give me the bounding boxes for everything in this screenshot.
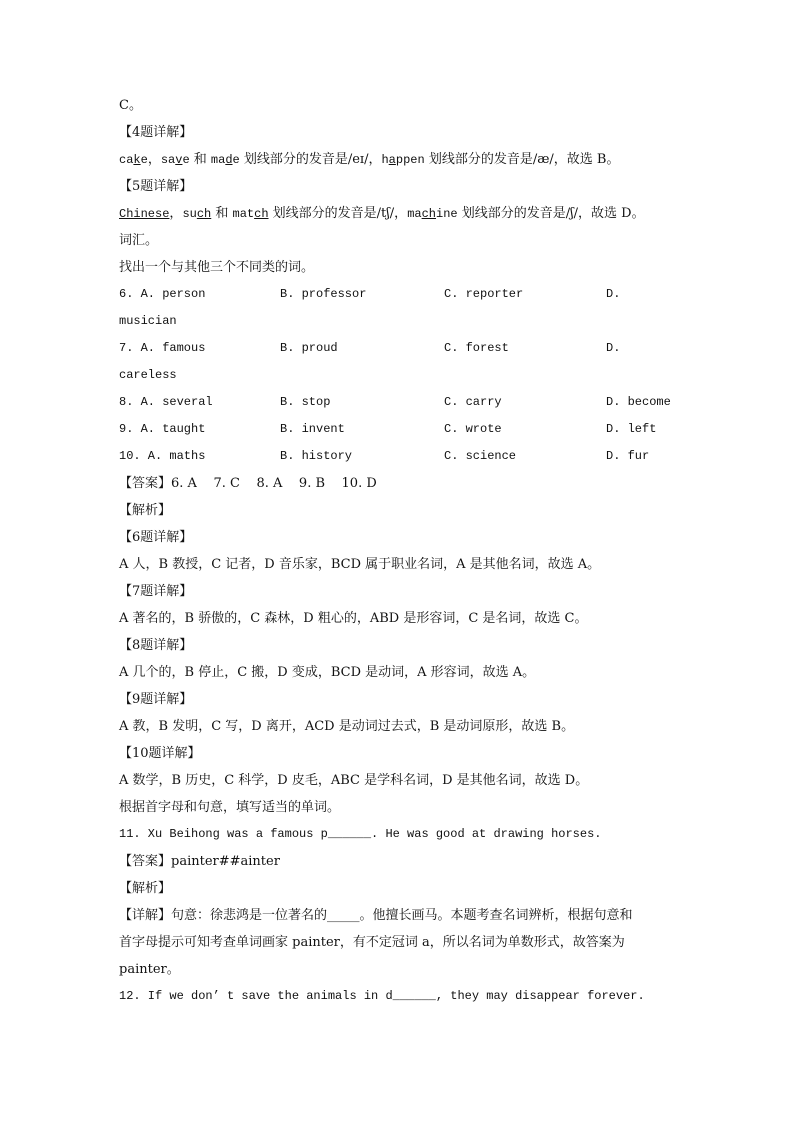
- q10-heading: 【10题详解】: [119, 746, 201, 761]
- question-7-wrap: careless: [119, 368, 177, 382]
- question-6: 6. A. person B. professor C. reporter D.: [119, 287, 621, 301]
- q10-explanation: A 数学，B 历史，C 科学，D 皮毛，ABC 是学科名词，D 是其他名词，故选 D。: [119, 773, 589, 788]
- detail-11-line1: 【详解】句意：徐悲鸿是一位著名的_____。他擅长画马。本题考查名词辨析，根据句意和: [119, 908, 633, 923]
- document-page: [119, 92, 679, 1010]
- q8-explanation: A 几个的，B 停止，C 搬，D 变成，BCD 是动词，A 形容词，故选 A。: [119, 665, 536, 680]
- analysis-heading: 【解析】: [119, 503, 172, 518]
- analysis-11-heading: 【解析】: [119, 881, 172, 896]
- question-12: 12. If we don’ t save the animals in d______, they may disappear forever.: [119, 989, 645, 1003]
- answers-6-10: 【答案】6. A 7. C 8. A 9. B 10. D: [119, 476, 377, 491]
- q4-explanation: cake，save 和 made 划线部分的发音是/eɪ/，happen 划线部分的发音是/æ/，故选 B。: [119, 152, 620, 167]
- question-6-wrap: musician: [119, 314, 177, 328]
- q5-explanation: Chinese，such 和 match 划线部分的发音是/tʃ/，machine 划线部分的发音是/ʃ/，故选 D。: [119, 206, 645, 221]
- detail-11-line2: 首字母提示可知考查单词画家 painter，有不定冠词 a，所以名词为单数形式，故答案为: [119, 935, 625, 950]
- q9-explanation: A 教，B 发明，C 写，D 离开，ACD 是动词过去式，B 是动词原形，故选 B。: [119, 719, 575, 734]
- answer-fragment: C。: [119, 98, 142, 113]
- answer-11: 【答案】painter##ainter: [119, 854, 280, 869]
- question-11: 11. Xu Beihong was a famous p______. He was good at drawing horses.: [119, 827, 602, 841]
- q7-explanation: A 著名的，B 骄傲的，C 森林，D 粗心的，ABD 是形容词，C 是名词，故选 C。: [119, 611, 588, 626]
- question-10: 10. A. maths B. history C. science D. fur: [119, 449, 650, 463]
- instruction-odd-one-out: 找出一个与其他三个不同类的词。: [119, 260, 315, 275]
- section-title-vocab: 词汇。: [119, 233, 159, 248]
- detail-11-line3: painter。: [119, 962, 180, 977]
- q6-explanation: A 人，B 教授，C 记者，D 音乐家，BCD 属于职业名词，A 是其他名词，故选 A。: [119, 557, 601, 572]
- question-9: 9. A. taught B. invent C. wrote D. left: [119, 422, 657, 436]
- q5-heading: 【5题详解】: [119, 179, 193, 194]
- question-8: 8. A. several B. stop C. carry D. become: [119, 395, 671, 409]
- q7-heading: 【7题详解】: [119, 584, 193, 599]
- q6-heading: 【6题详解】: [119, 530, 193, 545]
- instruction-fill-in: 根据首字母和句意，填写适当的单词。: [119, 800, 341, 815]
- q9-heading: 【9题详解】: [119, 692, 193, 707]
- q8-heading: 【8题详解】: [119, 638, 193, 653]
- q4-heading: 【4题详解】: [119, 125, 193, 140]
- question-7: 7. A. famous B. proud C. forest D.: [119, 341, 621, 355]
